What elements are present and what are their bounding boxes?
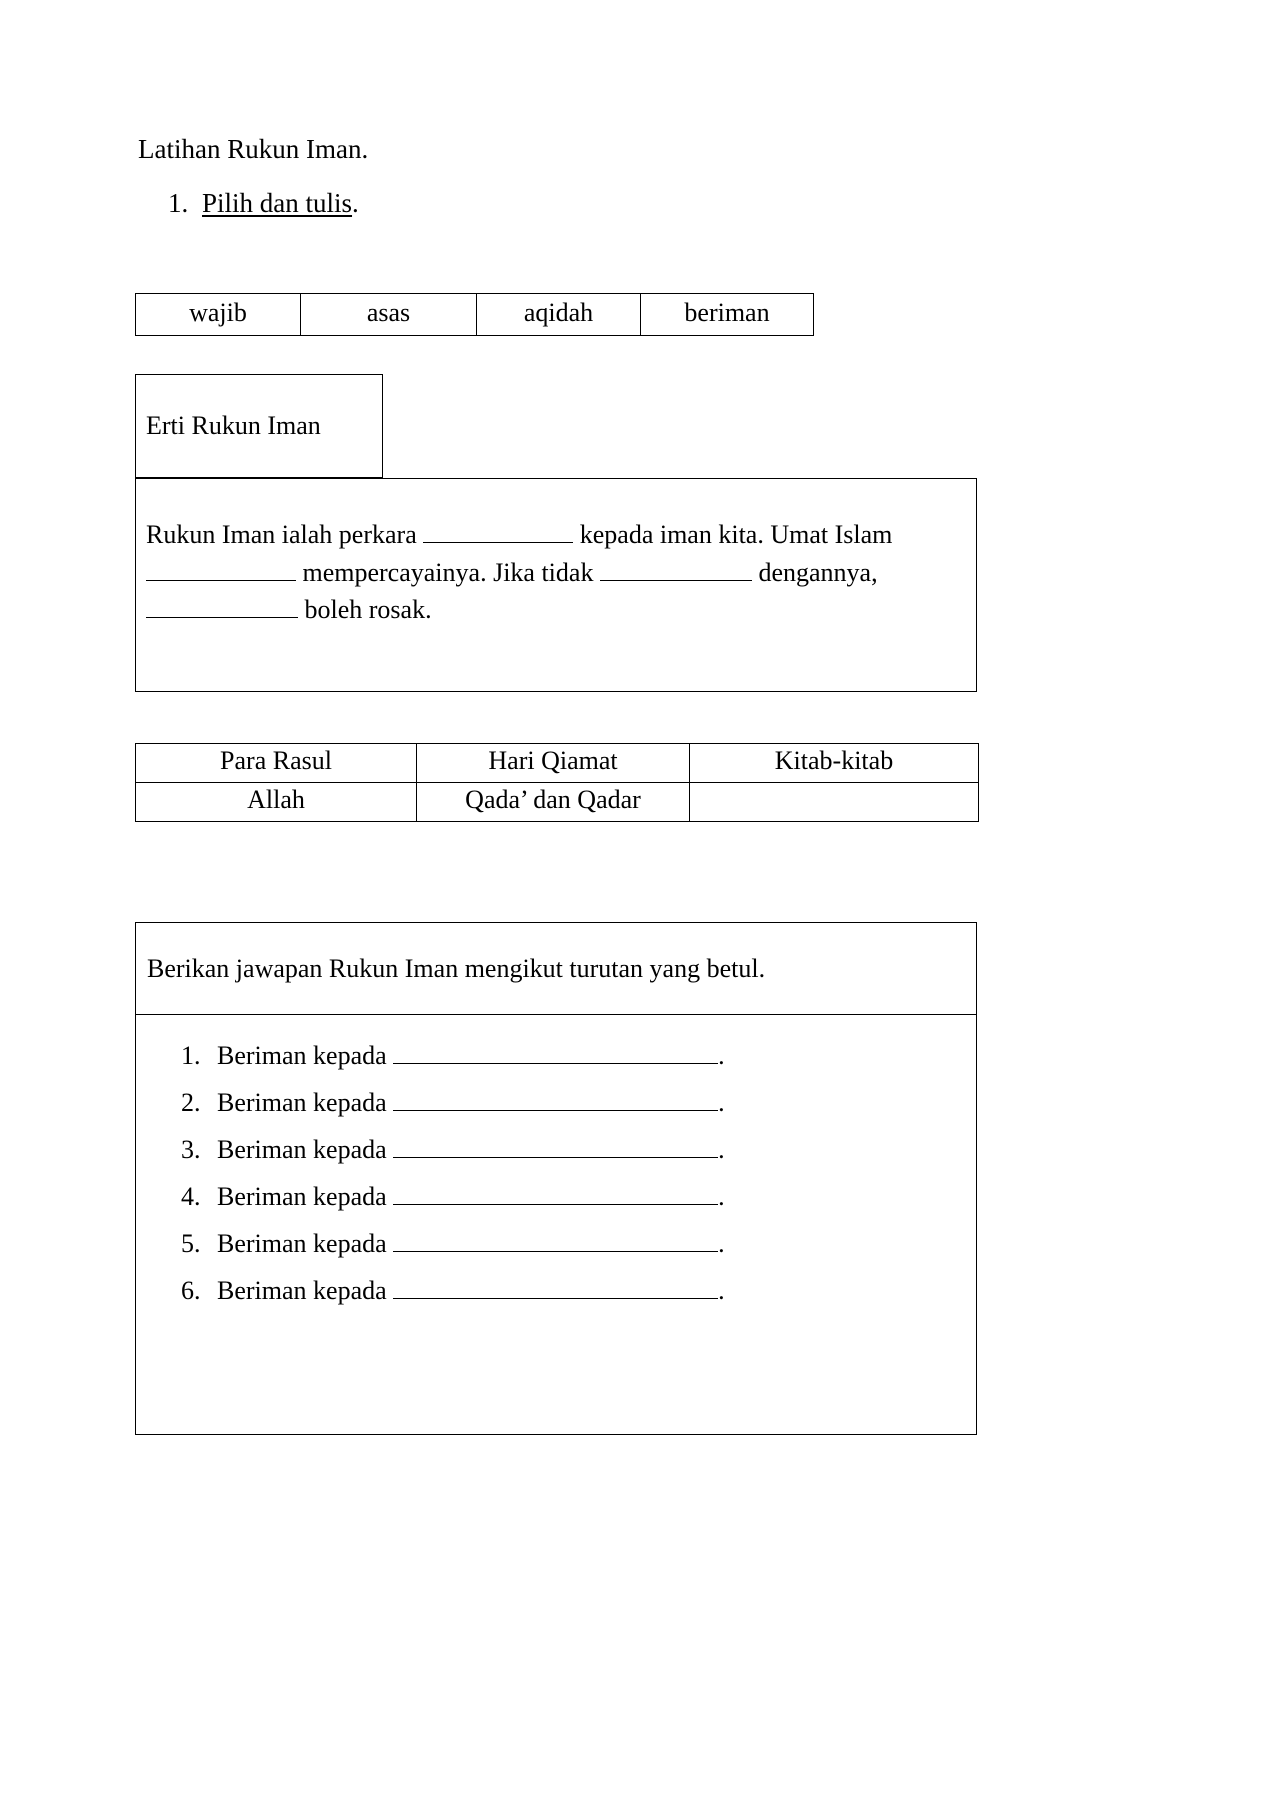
instruction-number: 1. [168,188,189,218]
paragraph-segment-3: mempercayainya. Jika tidak [302,557,594,587]
ordered-answer-exercise-box [135,922,977,1435]
exercise-item-number-5: 5. [181,1229,201,1258]
list-item [181,1184,976,1210]
paragraph-blank-4[interactable] [146,617,298,618]
answer-cell-para-rasul: Para Rasul [136,744,417,783]
exercise-item-number-3: 3. [181,1135,201,1164]
exercise-item-text-4: Beriman kepada [217,1182,387,1211]
word-bank-cell-aqidah: aqidah [477,294,641,336]
cloze-paragraph [146,516,962,629]
paragraph-blank-2[interactable] [146,580,296,581]
answer-cell-allah: Allah [136,783,417,822]
exercise-prompt-row [136,923,976,1015]
answer-options-table [135,743,979,822]
exercise-answer-blank-3[interactable] [393,1157,718,1158]
answer-cell-kitab-kitab: Kitab-kitab [690,744,979,783]
exercise-item-text-3: Beriman kepada [217,1135,387,1164]
exercise-item-period-2: . [718,1088,725,1117]
list-item [181,1043,976,1069]
exercise-answer-blank-4[interactable] [393,1204,718,1205]
paragraph-segment-5: boleh rosak. [304,595,432,625]
exercise-item-number-6: 6. [181,1276,201,1305]
exercise-item-number-4: 4. [181,1182,201,1211]
paragraph-blank-3[interactable] [600,580,752,581]
word-bank-cell-asas: asas [301,294,477,336]
exercise-item-number-2: 2. [181,1088,201,1117]
exercise-item-period-6: . [718,1276,725,1305]
exercise-item-text-5: Beriman kepada [217,1229,387,1258]
paragraph-segment-2: kepada iman kita. Umat Islam [579,520,893,549]
exercise-item-period-5: . [718,1229,725,1258]
exercise-answer-blank-1[interactable] [393,1063,718,1064]
paragraph-segment-1: Rukun Iman ialah perkara [146,520,417,549]
exercise-prompt-text: Berikan jawapan Rukun Iman mengikut turutan yang betul. [147,953,766,983]
list-item [181,1137,976,1163]
cloze-paragraph-box [135,478,977,692]
exercise-item-text-1: Beriman kepada [217,1041,387,1070]
paragraph-blank-1[interactable] [423,542,573,543]
list-item [181,1231,976,1257]
instruction-line [168,187,359,219]
exercise-item-number-1: 1. [181,1041,201,1070]
table-row [136,783,979,822]
word-bank-cell-wajib: wajib [136,294,301,336]
list-item [181,1278,976,1304]
exercise-item-period-3: . [718,1135,725,1164]
word-bank-table [135,293,814,336]
instruction-underlined-text: Pilih dan tulis [202,188,353,218]
table-row [136,744,979,783]
erti-rukun-iman-label-box [135,374,383,478]
erti-rukun-iman-label: Erti Rukun Iman [146,411,321,440]
exercise-item-period-4: . [718,1182,725,1211]
word-bank-cell-beriman: beriman [641,294,814,336]
answer-cell-hari-qiamat: Hari Qiamat [417,744,690,783]
exercise-item-text-6: Beriman kepada [217,1276,387,1305]
exercise-item-text-2: Beriman kepada [217,1088,387,1117]
exercise-answer-list [136,1015,976,1304]
instruction-trailing: . [352,188,359,218]
list-item [181,1090,976,1116]
exercise-answer-blank-2[interactable] [393,1110,718,1111]
page-title: Latihan Rukun Iman. [138,134,369,164]
paragraph-segment-4: dengannya, [758,557,878,587]
table-row [136,294,814,336]
exercise-answer-blank-6[interactable] [393,1298,718,1299]
answer-cell-qada-dan-qadar: Qada’ dan Qadar [417,783,690,822]
exercise-answer-blank-5[interactable] [393,1251,718,1252]
exercise-item-period-1: . [718,1041,725,1070]
answer-cell-empty [690,783,979,822]
